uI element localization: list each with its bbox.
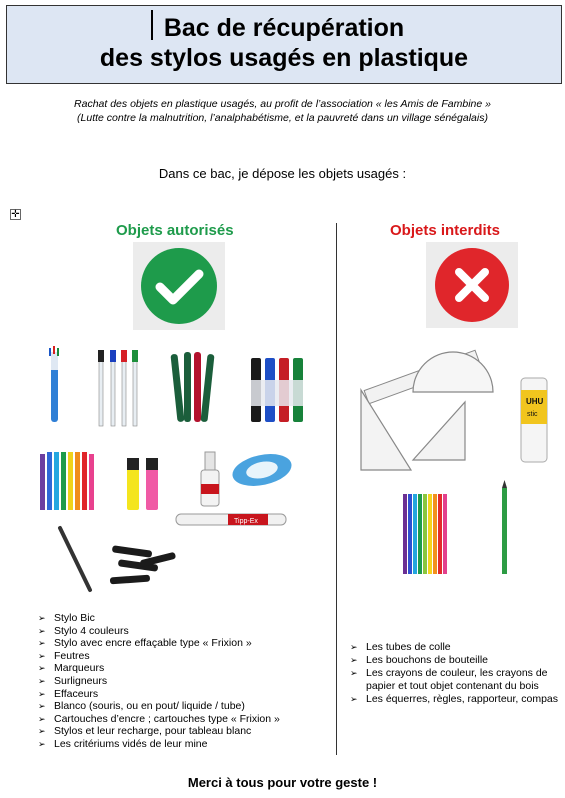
column-divider (336, 223, 337, 755)
mechanical-pencil-image (60, 528, 90, 590)
highlighters-image (127, 458, 158, 510)
list-item: ➢ Stylo Bic (38, 612, 95, 624)
allowed-heading: Objets autorisés (116, 222, 234, 239)
intro-text: Dans ce bac, je dépose les objets usagés : (158, 166, 407, 181)
forbidden-badge (426, 242, 518, 328)
allowed-badge (133, 242, 225, 330)
subtitle (0, 97, 565, 125)
correction-pen-image (176, 514, 286, 525)
four-color-pen-image (49, 346, 59, 422)
subtitle-line-2: (Lutte contre la malnutrition, l’analphabétisme, et la pauvreté dans un village sénégalais) (77, 112, 488, 124)
title-line-1: Bac de récupération (163, 14, 405, 42)
cross-icon (426, 242, 518, 328)
colored-pencils-image (403, 494, 447, 574)
subtitle-line-1: Rachat des objets en plastique usagés, au profit de l’association « les Amis de Fambine » (74, 98, 491, 110)
arrow-bullet-icon: ➢ (350, 693, 358, 704)
list-item: ➢ Stylo 4 couleurs (38, 624, 129, 637)
list-item: ➢ Stylos et leur recharge, pour tableau blanc (38, 725, 252, 738)
allowed-objects-illustration (0, 340, 330, 600)
graphite-pencil-image (502, 480, 507, 574)
arrow-bullet-icon: ➢ (350, 642, 358, 652)
set-squares-image (361, 390, 465, 470)
bic-pens-image (98, 350, 138, 426)
correction-fluid-image (201, 452, 219, 506)
felt-pens-image (40, 452, 94, 510)
glue-stick-image (521, 378, 547, 462)
title-box (6, 5, 562, 84)
list-item: ➢ Stylo avec encre effaçable type « Frixion » (38, 637, 252, 650)
arrow-bullet-icon: ➢ (350, 655, 358, 666)
check-icon (133, 242, 225, 330)
forbidden-objects-illustration (345, 340, 565, 580)
arrow-bullet-icon: ➢ (38, 675, 46, 686)
list-item: ➢ Feutres (38, 649, 90, 662)
list-item: ➢ Effaceurs (38, 687, 99, 700)
correction-pen-label: Tipp-Ex (234, 518, 258, 525)
arrow-bullet-icon: ➢ (350, 668, 358, 679)
list-item: ➢ Les bouchons de bouteille (350, 654, 489, 667)
whiteboard-markers-image (251, 358, 303, 422)
list-item: ➢ Marqueurs (38, 662, 105, 675)
glue-brand-label: UHU (526, 397, 544, 406)
list-item: ➢ Les crayons de couleur, les crayons de papier et tout objet contenant du bois (350, 667, 548, 692)
list-item: ➢ Les tubes de colle (350, 641, 451, 653)
arrow-bullet-icon: ➢ (38, 625, 46, 636)
glue-product-label: stic (527, 411, 538, 418)
frixion-pens-image (170, 352, 214, 422)
list-item: ➢ Blanco (souris, ou en pout/ liquide / tube) (38, 700, 245, 713)
list-item: ➢ Les équerres, règles, rapporteur, compas (350, 692, 559, 705)
arrow-bullet-icon: ➢ (38, 701, 46, 712)
arrow-bullet-icon: ➢ (38, 613, 46, 623)
arrow-bullet-icon: ➢ (38, 713, 46, 724)
arrow-bullet-icon: ➢ (38, 726, 46, 737)
forbidden-heading: Objets interdits (390, 222, 501, 239)
arrow-bullet-icon: ➢ (38, 663, 46, 674)
protractor-image (413, 352, 493, 392)
list-item: ➢ Cartouches d’encre ; cartouches type « Frixion » (38, 712, 280, 725)
forbidden-items-list (350, 641, 560, 706)
arrow-bullet-icon: ➢ (38, 738, 46, 749)
text-cursor (151, 10, 153, 40)
arrow-bullet-icon: ➢ (38, 688, 46, 699)
arrow-bullet-icon: ➢ (38, 638, 46, 649)
ink-cartridges-image (110, 545, 176, 584)
footer-thanks: Merci à tous pour votre geste ! (187, 775, 378, 790)
arrow-bullet-icon: ➢ (38, 650, 46, 661)
table-move-handle-icon[interactable]: ✛ (11, 209, 20, 220)
list-item: ➢ Les critériums vidés de leur mine (38, 737, 208, 750)
list-item: ➢ Surligneurs (38, 674, 108, 687)
correction-tape-image (230, 449, 295, 491)
allowed-items-list (38, 612, 280, 751)
title-line-2: des stylos usagés en plastique (99, 44, 469, 72)
